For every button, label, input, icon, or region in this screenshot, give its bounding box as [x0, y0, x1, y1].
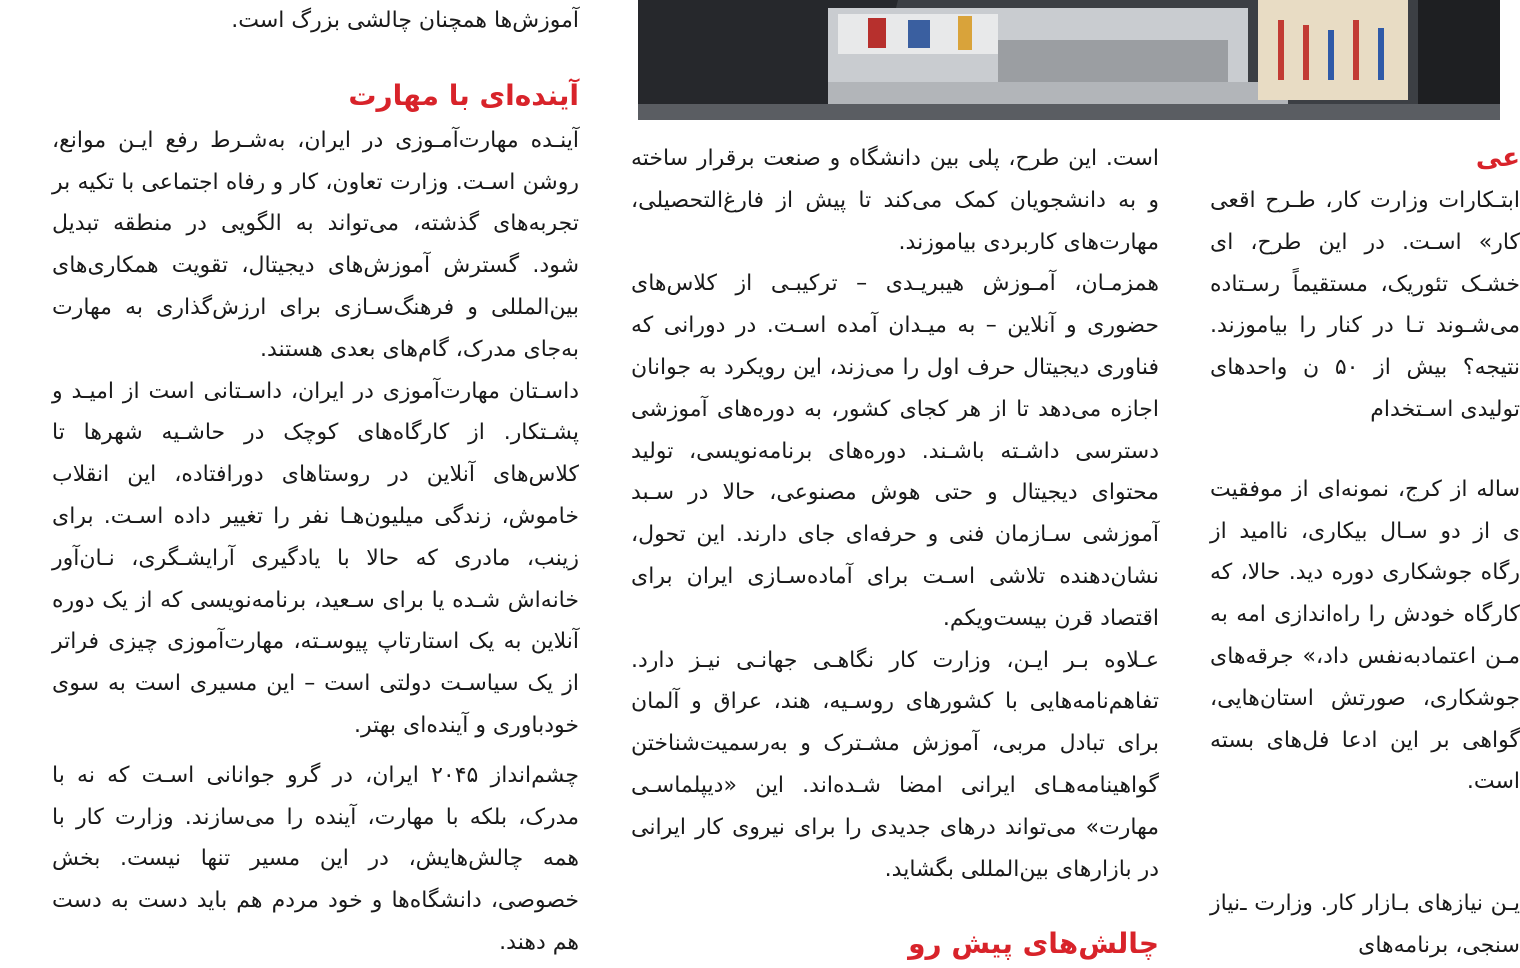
paragraph: یـن نیازهای بـازار کار. وزارت ـ‌نیاز سنجی، برنامه‌های — [1210, 891, 1520, 958]
section-heading-challenges: چالش‌های پیش رو — [908, 927, 1159, 961]
paragraph: است. این طرح، پلی بین دانشگاه و صنعت برقرار ساخته و به دانشجویان کمک می‌کند تا پیش از فارغ‌التحصیلی، مهارت‌های کاربردی بیاموزند. — [631, 146, 1159, 255]
section-heading-partial: عی — [1475, 143, 1520, 173]
paragraph-intro: آموزش‌ها همچنان چالشی بزرگ است. — [231, 8, 579, 33]
section-heading-future: آینده‌ای با مهارت — [348, 78, 579, 112]
paragraph: همزمـان، آمـوزش هیبریـدی – ترکیبـی از کلاس‌های حضوری و آنلاین – به میـدان آمده اسـت. در دورانی که فناوری دیجیتال حرف اول را می‌زند، این رویکرد به جوانان اجازه می‌دهد تا از هر کجای کشور، به دوره‌های آموزشی دسترسی داشـته باشـند. دوره‌های برنامه‌نویسی، تولید محتوای دیجیتال و حتی هوش مصنوعی، حالا در سـبد آموزشی سـازمان فنی و حرفه‌ای جای دارند. این تحول، نشان‌دهنده تلاشی اسـت برای آماده‌سـازی ایران برای اقتصاد قرن بیست‌ویکم. — [631, 271, 1159, 631]
paragraph: عـلاوه بـر ایـن، وزارت کار نگاهـی جهانـی نیـز دارد. تفاهم‌نامه‌هایی با کشورهای روسـیه، هند، عراق و آلمان برای تبادل مربی، آموزش مشـترک و به‌رسمیت‌شناختن گواهینامه‌هـای ایرانی امضا شـده‌اند. این «دیپلماسـی مهارت» می‌تواند درهای جدیدی را برای نیروی کار ایرانی در بازارهای بین‌المللی بگشاید. — [631, 647, 1159, 882]
article-column-right — [1210, 138, 1520, 958]
article-photo — [638, 0, 1500, 120]
article-column-middle — [631, 138, 1159, 961]
paragraph: آینـده مهارت‌آمـوزی در ایران، به‌شـرط رفع ایـن موانع، روشن اسـت. وزارت تعاون، کار و رفاه اجتماعی با تکیه بر تجربه‌های گذشته، می‌تواند به الگویی در منطقه تبدیل شود. گسترش آموزش‌های دیجیتال، تقویت همکاری‌های بین‌المللی و فرهنگ‌سـازی برای ارزش‌گذاری به مهارت به‌جای مدرک، گام‌های بعدی هستند. — [52, 127, 579, 362]
article-column-left — [52, 0, 579, 958]
paragraph: ابتـکارات وزارت کار، طـرح اقعی کار» اسـت. در این طرح، ای خشـک تئوریک، مستقیماً ‌رسـتاده می‌شـوند تـا در کنار را بیاموزند. نتیجه؟ بیش از ۵۰ ن واحدهای تولیدی اسـتخدام — [1210, 188, 1520, 422]
paragraph: ساله از کرج، نمونه‌ای از موفقیت ی از دو سـال بیکاری، ناامید از رگاه جوشکاری دوره دید. حالا، که کارگاه خودش را راه‌اندازی امه به مـن اعتمادبه‌نفس داد،» جرقه‌های جوشکاری، صورتش استان‌هایی، گواهی بر این ادعا فل‌های بسته است. — [1210, 476, 1520, 795]
paragraph: داسـتان مهارت‌آموزی در ایران، داسـتانی است از امیـد و پشـتکار. از کارگاه‌های کوچک در حاشـیه شهرها تا کلاس‌های آنلاین در روستاهای دورافتاده، این انقلاب خاموش، زندگی میلیون‌هـا نفر را تغییر داده اسـت. برای زینب، مادری که حالا با یادگیری آرایشـگری، نـان‌آور خانه‌اش شـده یا برای سـعید، برنامه‌نویسی که از یک دوره آنلاین به یک استارتاپ پیوسـته، مهارت‌آموزی چیزی فراتر از یک سیاسـت دولتی است – این مسیری است به سوی خودباوری و آینده‌ای بهتر. — [52, 378, 579, 738]
paragraph: چشم‌انداز ۲۰۴۵ ایران، در گرو جوانانی اسـت که نه با مدرک، بلکه با مهارت، آینده را می‌سازند. وزارت کار با همه چالش‌هایش، در این مسیر تنها نیست. بخش خصوصی، دانشگاه‌ها و خود مردم هم باید دست به دست هم دهند. — [52, 762, 579, 955]
